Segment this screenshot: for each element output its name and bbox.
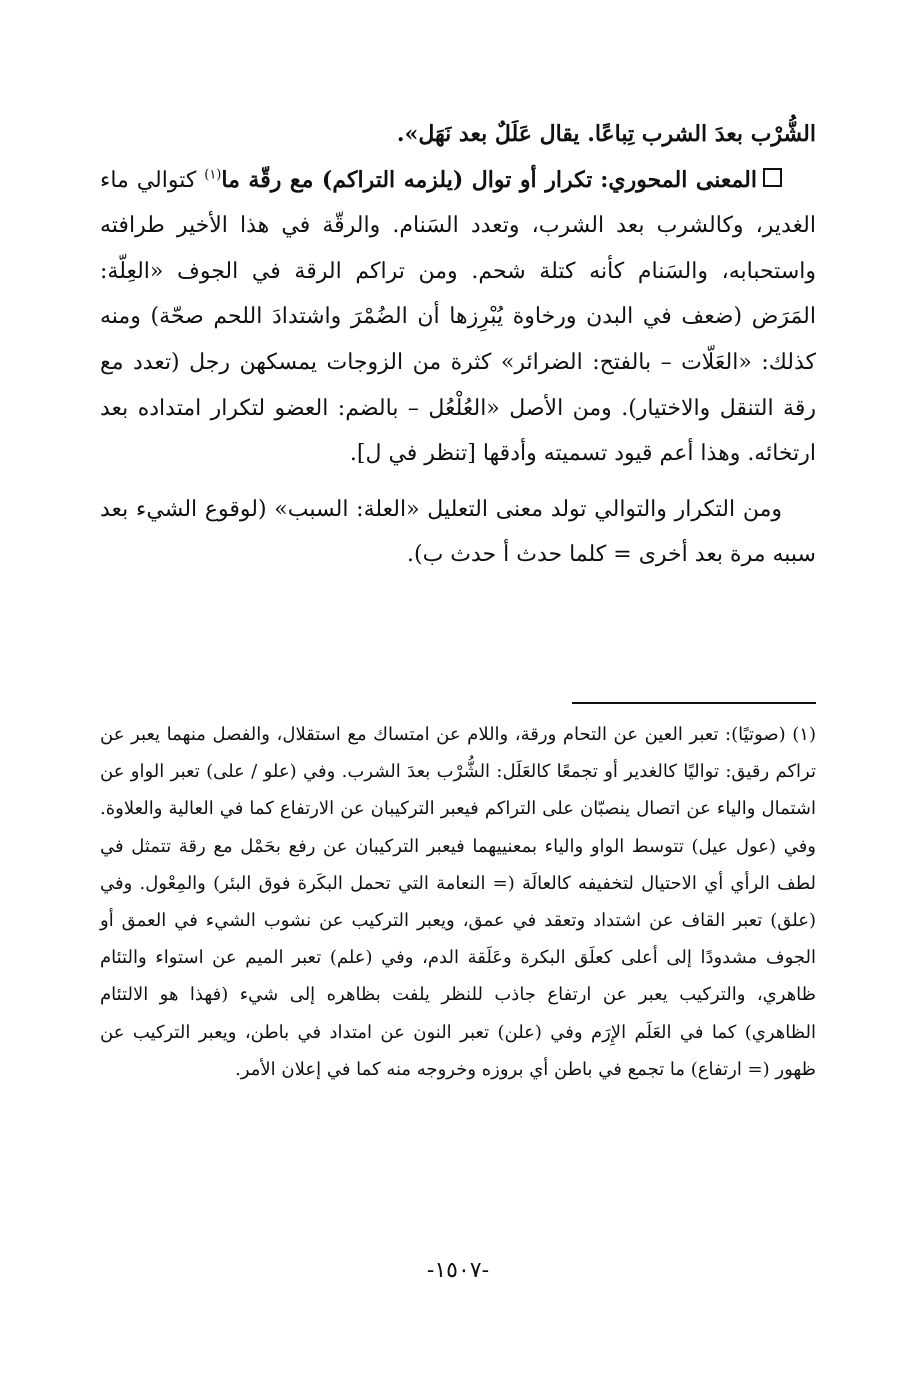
- footnote-divider: [572, 702, 816, 704]
- continuation-text: الشُّرْب بعدَ الشرب تِباعًا. يقال عَلَلٌ بعد نَهَل».: [396, 121, 816, 147]
- causation-text: ومن التكرار والتوالي تولد معنى التعليل «العلة: السبب» (لوقوع الشيء بعد سببه مرة بعد أخرى = كلما حدث أ حدث ب).: [100, 496, 816, 568]
- footnote-item: [100, 716, 816, 1088]
- paragraph-causation: [100, 487, 816, 578]
- core-meaning-body: كتوالي ماء الغدير، وكالشرب بعد الشرب، وتعدد السَنام. والرقّة في هذا الأخير طرافته واستحبابه، والسَنام كأنه كتلة شحم. ومن تراكم الرقة في الجوف «العِلّة: المَرَض (ضعف في البدن ورخاوة يُبْرِزها أن الضُمْرَ واشتدادَ اللحم صحّة) ومنه كذلك: «العَلّات – بالفتح: الضرائر» كثرة من الزوجات يمسكهن رجل (تعدد مع رقة التنقل والاختيار). ومن الأصل «العُلْعُل – بالضم: العضو لتكرار امتداده بعد ارتخائه. وهذا أعم قيود تسميته وأدقها [تنظر في ل].: [100, 167, 816, 467]
- core-meaning-label: المعنى المحوري:: [600, 166, 757, 193]
- footnotes: [100, 716, 816, 1088]
- footnote-text: (صوتيًا): تعبر العين عن التحام ورقة، واللام عن امتساك مع استقلال، والفصل منهما يعبر عن تراكم رقيق: تواليًا كالغدير أو تجمعًا كالعَلَل: الشُّرْب بعدَ الشرب. وفي (علو / على) تعبر الواو عن اشتمال والياء عن اتصال ينصبّان على التراكم فيعبر التركيبان عن الارتفاع كما في العالية والعلاوة. وفي (عول عيل) تتوسط الواو والياء بمعنييهما فيعبر التركيبان عن رفع بحَمْل مع رقة تتمثل في لطف الرأي أي الاحتيال لتخفيفه كالعالَة (= النعامة التي تحمل البكَرة فوق البئر) والمِعْول. وفي (علق) تعبر القاف عن اشتداد وتعقد في عمق، ويعبر التركيب عن نشوب الشيء في العمق أو الجوف مشدودًا إلى أعلى كعلَق البكرة وعَلَقة الدم، وفي (علم) تعبر الميم عن استواء والتئام ظاهري، والتركيب يعبر عن ارتفاع جاذب للنظر يلفت بظاهره إلى شيء (فهذا هو الالتئام الظاهري) كما في العَلَم الإِرَم وفي (علن) تعبر النون عن امتداد في باطن، ويعبر التركيب عن ظهور (= ارتفاع) ما تجمع في باطن أي بروزه وخروجه منه كما في إعلان الأمر.: [100, 724, 816, 1080]
- page-number: -١٥٠٧-: [426, 1258, 490, 1283]
- footnote-marker: (١): [792, 724, 816, 745]
- paragraph-core-meaning: [100, 158, 816, 477]
- main-text: [100, 112, 816, 578]
- core-meaning-definition: تكرار أو توال (يلزمه التراكم) مع رقّة ما: [221, 166, 593, 193]
- paragraph-continuation: [100, 112, 816, 158]
- square-bullet-icon: [763, 168, 782, 187]
- footnote-reference[interactable]: (١): [204, 167, 222, 183]
